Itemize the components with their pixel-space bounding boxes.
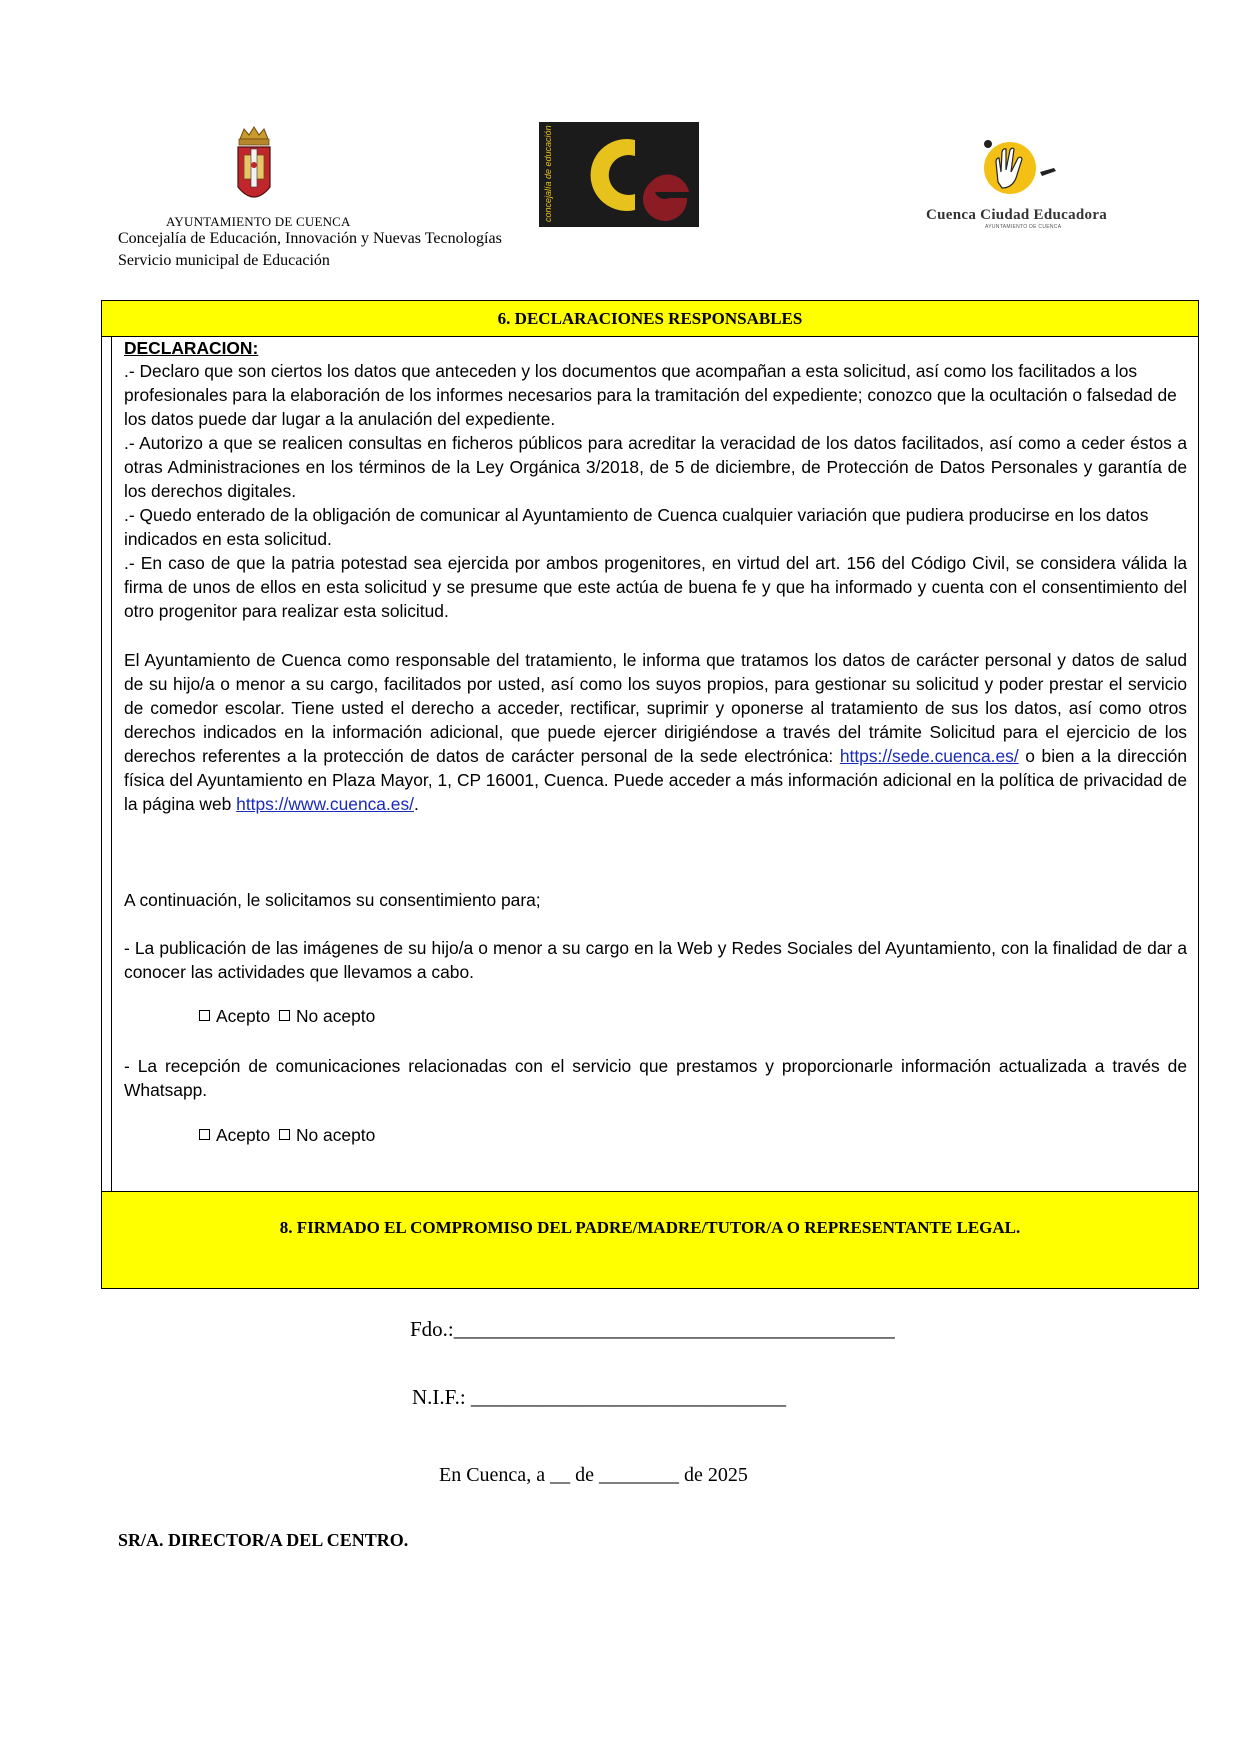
consent-whatsapp: - La recepción de comunicaciones relacionadas con el servicio que prestamos y proporcionarle información actualizada a través de Whatsapp.: [124, 1056, 1187, 1100]
privacy-notice: [124, 648, 1187, 816]
accept-checkbox-1[interactable]: [199, 1010, 210, 1021]
accept-label-1: Acepto: [216, 1006, 271, 1026]
cce-logo-subtitle: AYUNTAMIENTO DE CUENCA: [985, 224, 1062, 230]
decline-checkbox-1[interactable]: [279, 1010, 290, 1021]
decline-label-2: No acepto: [296, 1125, 376, 1145]
cuenca-ciudad-educadora-logo: [980, 138, 1060, 200]
nif-field[interactable]: N.I.F.: ______________________________: [412, 1385, 786, 1409]
consent-whatsapp-choices: [199, 1125, 375, 1146]
declaration-item-3: .- Quedo enterado de la obligación de comunicar al Ayuntamiento de Cuenca cualquier variación que pudiera producirse en los datos indicados en esta solicitud.: [124, 505, 1149, 549]
privacy-text-2: o bien a la dirección física del Ayuntamiento en Plaza Mayor, 1, CP 16001, Cuenca. Puede acceder a más información adicional en la política de privacidad de la página web: [124, 746, 1187, 814]
section-8-title: 8. FIRMADO EL COMPROMISO DEL PADRE/MADRE/TUTOR/A O REPRESENTANTE LEGAL.: [102, 1191, 1198, 1288]
sede-electronica-link[interactable]: https://sede.cuenca.es/: [839, 746, 1019, 766]
consent-images: - La publicación de las imágenes de su hijo/a o menor a su cargo en la Web y Redes Sociales del Ayuntamiento, con la finalidad de dar a conocer las actividades que llevamos a cabo.: [124, 938, 1187, 982]
inner-border-line: [111, 337, 112, 1191]
consent-intro: A continuación, le solicitamos su consentimiento para;: [124, 890, 541, 910]
signature-field[interactable]: Fdo.:__________________________________________: [410, 1317, 895, 1341]
recipient-line: SR/A. DIRECTOR/A DEL CENTRO.: [118, 1530, 409, 1550]
website-link[interactable]: https://www.cuenca.es/: [236, 794, 415, 814]
place-date-line: En Cuenca, a __ de ________ de 2025: [439, 1464, 748, 1486]
ce-logo-vertical-text: concejalía de educación: [543, 125, 553, 222]
concejalia-educacion-logo: [539, 122, 699, 227]
declaration-item-4: .- En caso de que la patria potestad sea ejercida por ambos progenitores, en virtud del art. 156 del Código Civil, se considera válida la firma de unos de ellos en esta solicitud y se presume que este actúa de buena fe y que ha informado y cuenta con el consentimiento del otro progenitor para realizar esta solicitud.: [124, 553, 1187, 621]
decline-label-1: No acepto: [296, 1006, 376, 1026]
declaration-item-1: .- Declaro que son ciertos los datos que anteceden y los documentos que acompañan a esta solicitud, así como los facilitados a los profesionales para la elaboración de los informes necesarios para la tramitación del expediente; conozco que la ocultación o falsedad de los datos puede dar lugar a la anulación del expediente.: [124, 361, 1177, 429]
cce-logo-name: Cuenca Ciudad Educadora: [926, 207, 1108, 223]
declaration-label: DECLARACION:: [124, 338, 259, 358]
accept-checkbox-2[interactable]: [199, 1129, 210, 1140]
decline-checkbox-2[interactable]: [279, 1129, 290, 1140]
privacy-text-3: .: [414, 794, 419, 814]
org-name: AYUNTAMIENTO DE CUENCA: [166, 214, 351, 229]
cuenca-coat-of-arms-icon: [232, 125, 276, 213]
consent-images-choices: [199, 1006, 375, 1027]
department-name: Concejalía de Educación, Innovación y Nuevas Tecnologías: [118, 230, 502, 247]
accept-label-2: Acepto: [216, 1125, 271, 1145]
declaration-item-2: .- Autorizo a que se realicen consultas en ficheros públicos para acreditar la veracidad de los datos facilitados, así como a ceder éstos a otras Administraciones en los términos de la Ley Orgánica 3/2018, de 5 de diciembre, de Protección de Datos Personales y garantía de los derechos digitales.: [124, 433, 1187, 501]
service-name: Servicio municipal de Educación: [118, 252, 330, 269]
section-6-title: 6. DECLARACIONES RESPONSABLES: [102, 301, 1198, 337]
privacy-text-1: El Ayuntamiento de Cuenca como responsable del tratamiento, le informa que tratamos los datos de carácter personal y datos de salud de su hijo/a o menor a su cargo, facilitados por usted, así como los suyos propios, para gestionar su solicitud y poder prestar el servicio de comedor escolar. Tiene usted el derecho a acceder, rectificar, suprimir y oponerse al tratamiento de sus los datos, así como otros derechos indicados en la información adicional, que puede ejercer dirigiéndose a través del trámite Solicitud para el ejercicio de los derechos referentes a la protección de datos de carácter personal de la sede electrónica:: [124, 650, 1187, 766]
